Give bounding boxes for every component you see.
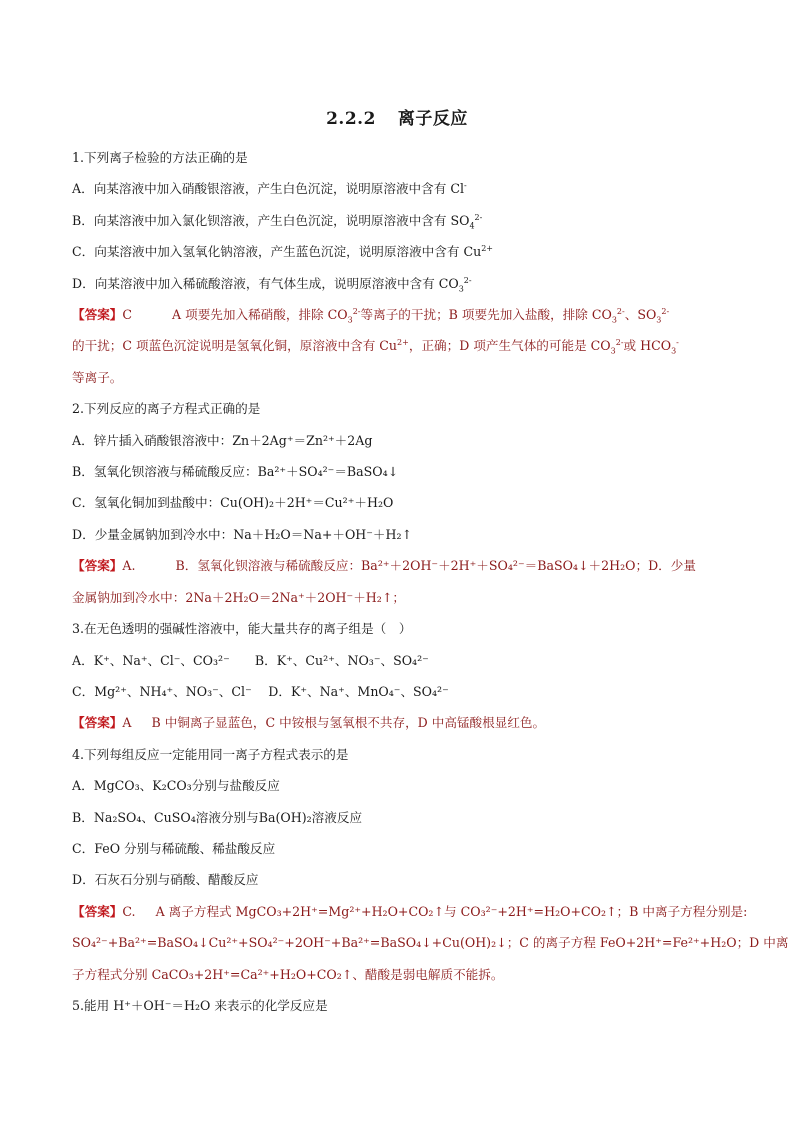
q3-options-cd: C．Mg²⁺、NH₄⁺、NO₃⁻、Cl⁻ D．K⁺、Na⁺、MnO₄⁻、SO₄²⁻ [72, 683, 449, 699]
q2-option-a: A．锌片插入硝酸银溶液中：Zn＋2Ag⁺＝Zn²⁺＋2Ag [72, 432, 373, 448]
q4-stem: 4.下列每组反应一定能用同一离子方程式表示的是 [72, 746, 349, 762]
q2-option-d: D．少量金属钠加到冷水中：Na＋H₂O＝Na+＋OH⁻＋H₂↑ [72, 526, 413, 542]
answer-tag: 【答案】 [72, 558, 123, 574]
q1-option-d: D．向某溶液中加入稀硫酸溶液，有气体生成，说明原溶液中含有 $CO_3^{2-}$ [72, 275, 472, 294]
q4-answer-line3: 子方程式分别 CaCO₃+2H⁺=Ca²⁺+H₂O+CO₂↑、醋酸是弱电解质不能拆。 [72, 966, 504, 982]
q3-options-ab: A．K⁺、Na⁺、Cl⁻、CO₃²⁻ B．K⁺、Cu²⁺、NO₃⁻、SO₄²⁻ [72, 652, 429, 668]
answer-tag: 【答案】 [72, 715, 123, 731]
q3-stem: 3.在无色透明的强碱性溶液中，能大量共存的离子组是（ ） [72, 621, 412, 637]
q4-answer-line2: SO₄²⁻+Ba²⁺=BaSO₄↓Cu²⁺+SO₄²⁻+2OH⁻+Ba²⁺=BaSO₄↓+Cu(OH)₂↓；C 的离子方程 FeO+2H⁺=Fe²⁺+H₂O；D 中离 [72, 935, 789, 951]
q1-option-c: C．向某溶液中加入氢氧化钠溶液，产生蓝色沉淀，说明原溶液中含有 $Cu^{2+}$ [72, 244, 493, 260]
content [72, 142, 789, 1021]
q4-option-a: A．MgCO₃、K₂CO₃分别与盐酸反应 [72, 778, 280, 794]
q4-option-c: C．FeO 分别与稀硫酸、稀盐酸反应 [72, 840, 276, 856]
q2-option-b: B．氢氧化钡溶液与稀硫酸反应：Ba²⁺＋SO₄²⁻＝BaSO₄↓ [72, 464, 399, 480]
answer-tag: 【答案】 [72, 903, 123, 919]
q4-answer-line1: 【答案】C. A 离子方程式 MgCO₃+2H⁺=Mg²⁺+H₂O+CO₂↑与 CO₃²⁻+2H⁺=H₂O+CO₂↑；B 中离子方程分别是: [72, 903, 748, 919]
page-title [0, 104, 794, 129]
q2-stem: 2.下列反应的离子方程式正确的是 [72, 401, 261, 417]
q1-stem: 1.下列离子检验的方法正确的是 [72, 150, 248, 165]
q5-stem: 5.能用 H⁺＋OH⁻＝H₂O 来表示的化学反应是 [72, 997, 328, 1013]
q4-option-d: D．石灰石分别与硝酸、醋酸反应 [72, 872, 259, 888]
q1-option-b: B．向某溶液中加入氯化钡溶液，产生白色沉淀，说明原溶液中含有 $SO_4^{2-}$ [72, 212, 483, 231]
title-text: 离子反应 [397, 109, 468, 129]
q1-answer-line2: 的干扰；C 项蓝色沉淀说明是氢氧化铜，原溶液中含有 $Cu^{2+}$，正确；D 项产生气体的可能是 $CO_3^{2-}$或 $HCO_3^-$ [72, 338, 679, 356]
q1-answer-line1: 【答案】C A 项要先加入稀硝酸，排除 $CO_3^{2-}$等离子的干扰；B 项要先加入盐酸，排除 $CO_3^{2-}$、$SO_3^{2-}$ [72, 306, 670, 325]
q3-answer: 【答案】A B 中铜离子显蓝色，C 中铵根与氢氧根不共存，D 中高锰酸根显红色。 [72, 715, 546, 731]
title-number: 2.2.2 [326, 109, 376, 129]
q1-option-a: A．向某溶液中加入硝酸银溶液，产生白色沉淀，说明原溶液中含有 Cl- [72, 181, 467, 197]
q2-option-c: C．氢氧化铜加到盐酸中：Cu(OH)₂＋2H⁺＝Cu²⁺＋H₂O [72, 495, 394, 511]
q1-answer-line3: 等离子。 [72, 369, 123, 385]
answer-tag: 【答案】 [72, 307, 123, 323]
q2-answer-line2: 金属钠加到冷水中：2Na＋2H₂O＝2Na⁺＋2OH⁻＋H₂↑； [72, 589, 405, 605]
q2-answer-line1: 【答案】A. B．氢氧化钡溶液与稀硫酸反应：Ba²⁺＋2OH⁻＋2H⁺＋SO₄²⁻＝BaSO₄↓＋2H₂O；D．少量 [72, 558, 696, 574]
q4-option-b: B．Na₂SO₄、CuSO₄溶液分别与Ba(OH)₂溶液反应 [72, 809, 363, 825]
